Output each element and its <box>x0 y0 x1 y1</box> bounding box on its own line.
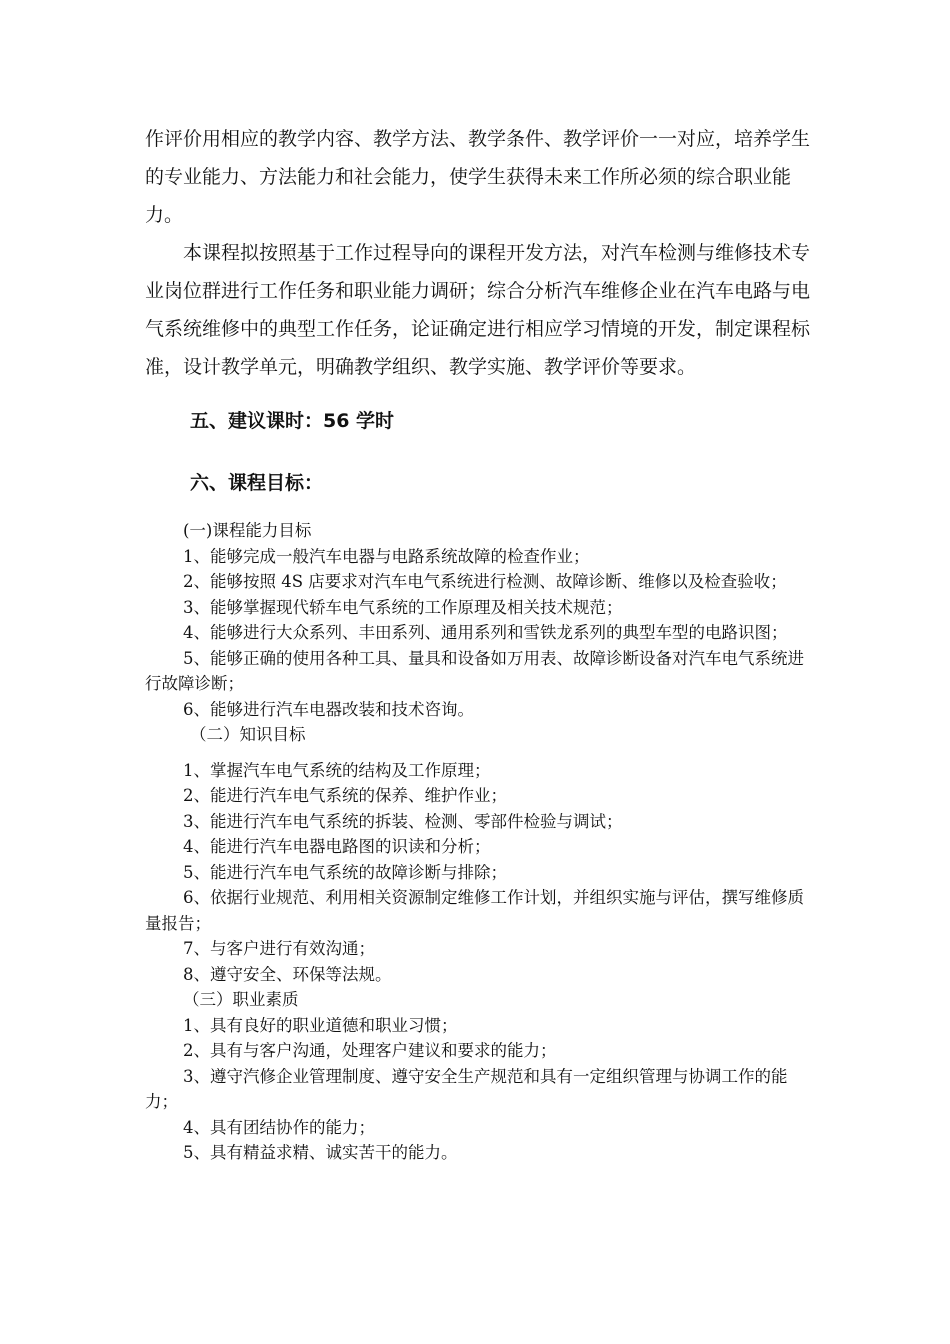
list-item: 3、遵守汽修企业管理制度、遵守安全生产规范和具有一定组织管理与协调工作的能力； <box>145 1066 788 1111</box>
list-item: 1、具有良好的职业道德和职业习惯； <box>183 1015 458 1035</box>
knowledge-heading: （二）知识目标 <box>190 725 306 744</box>
paragraph-continuation: 作评价用相应的教学内容、教学方法、教学条件、教学评价一一对应，培养学生的专业能力、方法能力和社会能力，使学生获得未来工作所必须的综合职业能力。 <box>145 128 811 226</box>
list-item: 5、能进行汽车电气系统的故障诊断与排除； <box>183 862 507 882</box>
list-item: 2、具有与客户沟通，处理客户建议和要求的能力； <box>183 1041 557 1060</box>
list-item: 6、能够进行汽车电器改装和技术咨询。 <box>183 699 474 719</box>
list-item: 6、依据行业规范、利用相关资源制定维修工作计划，并组织实施与评估，撰写维修质量报告； <box>145 888 804 933</box>
list-item: 2、能进行汽车电气系统的保养、维护作业； <box>183 786 507 805</box>
list-item: 8、遵守安全、环保等法规。 <box>183 964 392 984</box>
list-item: 2、能够按照 4S 店要求对汽车电气系统进行检测、故障诊断、维修以及检查验收； <box>183 572 787 591</box>
list-item: 5、能够正确的使用各种工具、量具和设备如万用表、故障诊断设备对汽车电气系统进行故障诊断； <box>145 648 804 693</box>
ability-heading: (一)课程能力目标 <box>183 521 312 540</box>
goals-list <box>145 518 810 1166</box>
intro-paragraphs <box>145 120 810 386</box>
list-item: 3、能进行汽车电气系统的拆装、检测、零部件检验与调试； <box>183 811 623 831</box>
list-item: 4、能够进行大众系列、丰田系列、通用系列和雪铁龙系列的典型车型的电路识图； <box>183 623 788 642</box>
list-item: 5、具有精益求精、诚实苦干的能力。 <box>183 1143 458 1162</box>
list-item: 4、能进行汽车电器电路图的识读和分析； <box>183 837 491 856</box>
list-item: 1、能够完成一般汽车电器与电路系统故障的检查作业； <box>183 546 590 566</box>
quality-heading: （三）职业素质 <box>183 990 299 1009</box>
list-item: 7、与客户进行有效沟通； <box>183 939 375 958</box>
list-item: 1、掌握汽车电气系统的结构及工作原理； <box>183 760 491 780</box>
list-item: 3、能够掌握现代轿车电气系统的工作原理及相关技术规范； <box>183 597 623 617</box>
section-heading-goals: 六、课程目标： <box>190 472 324 494</box>
section-heading-hours: 五、建议课时：56 学时 <box>190 410 395 432</box>
paragraph-course-development: 本课程拟按照基于工作过程导向的课程开发方法，对汽车检测与维修技术专业岗位群进行工作任务和职业能力调研；综合分析汽车维修企业在汽车电路与电气系统维修中的典型工作任务，论证确定进行相应学习情境的开发，制定课程标准，设计教学单元，明确教学组织、教学实施、教学评价等要求。 <box>145 242 811 378</box>
list-item: 4、具有团结协作的能力； <box>183 1117 375 1137</box>
